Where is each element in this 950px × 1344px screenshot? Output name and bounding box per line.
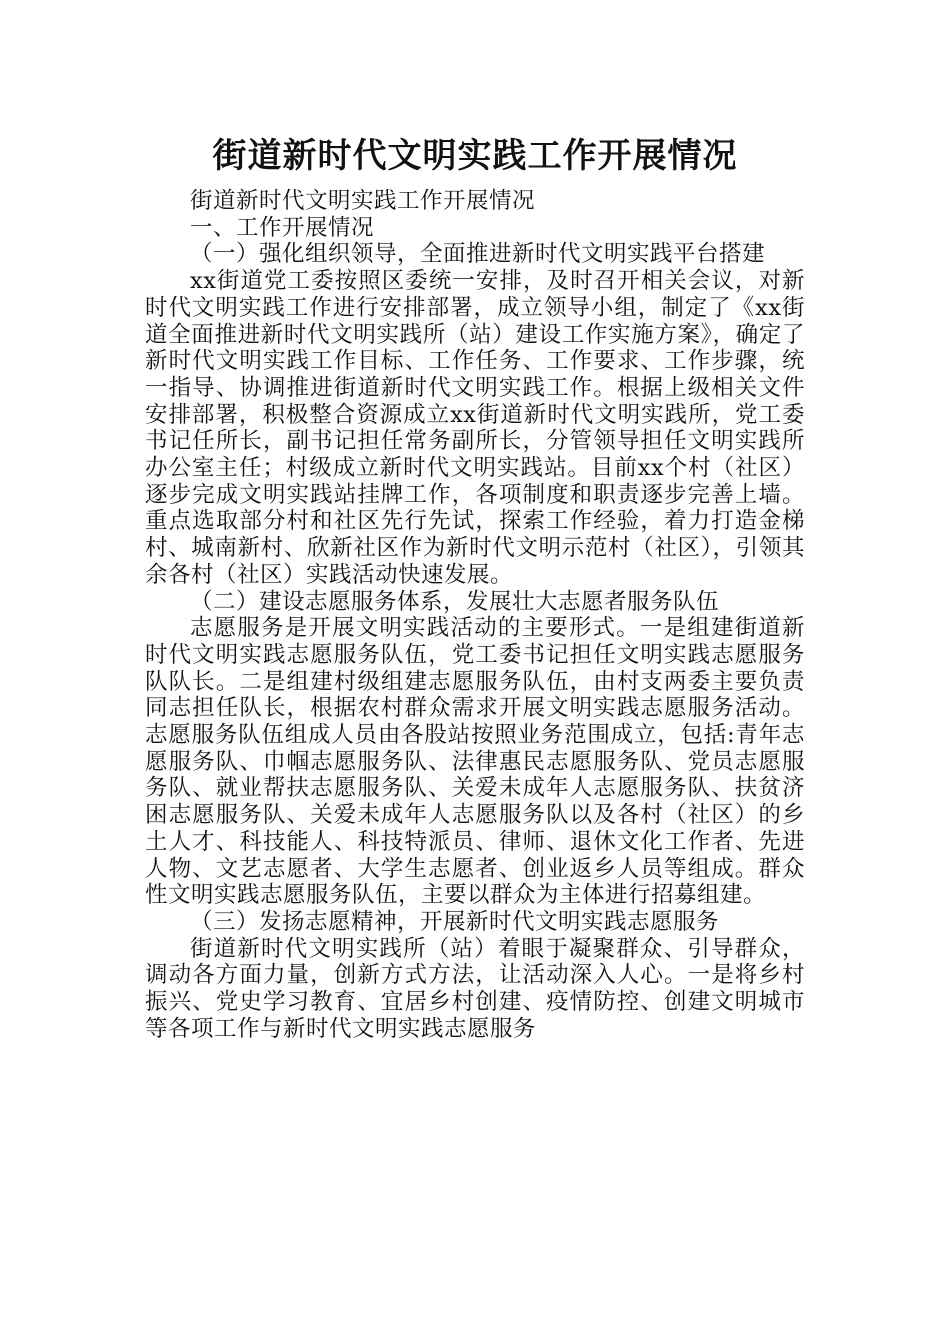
sub-heading-2: （二）建设志愿服务体系，发展壮大志愿者服务队伍 [190, 588, 720, 615]
document-page [145, 128, 805, 1043]
paragraph-2: 志愿服务是开展文明实践活动的主要形式。一是组建街道新时代文明实践志愿服务队伍，党工委书记担任文明实践志愿服务队队长。二是组建村级组建志愿服务队伍，由村支两委主要负责同志担任队长，根据农村群众需求开展文明实践志愿服务活动。志愿服务队伍组成人员由各股站按照业务范围成立，包括:青年志愿服务队、巾帼志愿服务队、法律惠民志愿服务队、党员志愿服务队、就业帮扶志愿服务队、关爱未成年人志愿服务队、扶贫济困志愿服务队、关爱未成年人志愿服务队以及各村（社区）的乡土人才、科技能人、科技特派员、律师、退休文化工作者、先进人物、文艺志愿者、大学生志愿者、创业返乡人员等组成。群众性文明实践志愿服务队伍，主要以群众为主体进行招募组建。 [145, 615, 805, 909]
document-title: 街道新时代文明实践工作开展情况 [212, 136, 738, 176]
sub-heading-3: （三）发扬志愿精神，开展新时代文明实践志愿服务 [190, 908, 720, 935]
section-heading-1: 一、工作开展情况 [190, 214, 375, 241]
paragraph-3: 街道新时代文明实践所（站）着眼于凝聚群众、引导群众，调动各方面力量，创新方式方法，让活动深入人心。一是将乡村振兴、党史学习教育、宜居乡村创建、疫情防控、创建文明城市等各项工作与新时代文明实践志愿服务 [145, 935, 805, 1042]
sub-heading-1: （一）强化组织领导，全面推进新时代文明实践平台搭建 [190, 241, 766, 268]
paragraph-1: xx街道党工委按照区委统一安排，及时召开相关会议，对新时代文明实践工作进行安排部署，成立领导小组，制定了《xx街道全面推进新时代文明实践所（站）建设工作实施方案》，确定了新时代文明实践工作目标、工作任务、工作要求、工作步骤，统一指导、协调推进街道新时代文明实践工作。根据上级相关文件安排部署，积极整合资源成立xx街道新时代文明实践所，党工委书记任所长，副书记担任常务副所长，分管领导担任文明实践所办公室主任；村级成立新时代文明实践站。目前xx个村（社区）逐步完成文明实践站挂牌工作，各项制度和职责逐步完善上墙。重点选取部分村和社区先行先试，探索工作经验，着力打造金梯村、城南新村、欣新社区作为新时代文明示范村（社区），引领其余各村（社区）实践活动快速发展。 [145, 268, 805, 588]
document-subtitle: 街道新时代文明实践工作开展情况 [190, 188, 536, 214]
